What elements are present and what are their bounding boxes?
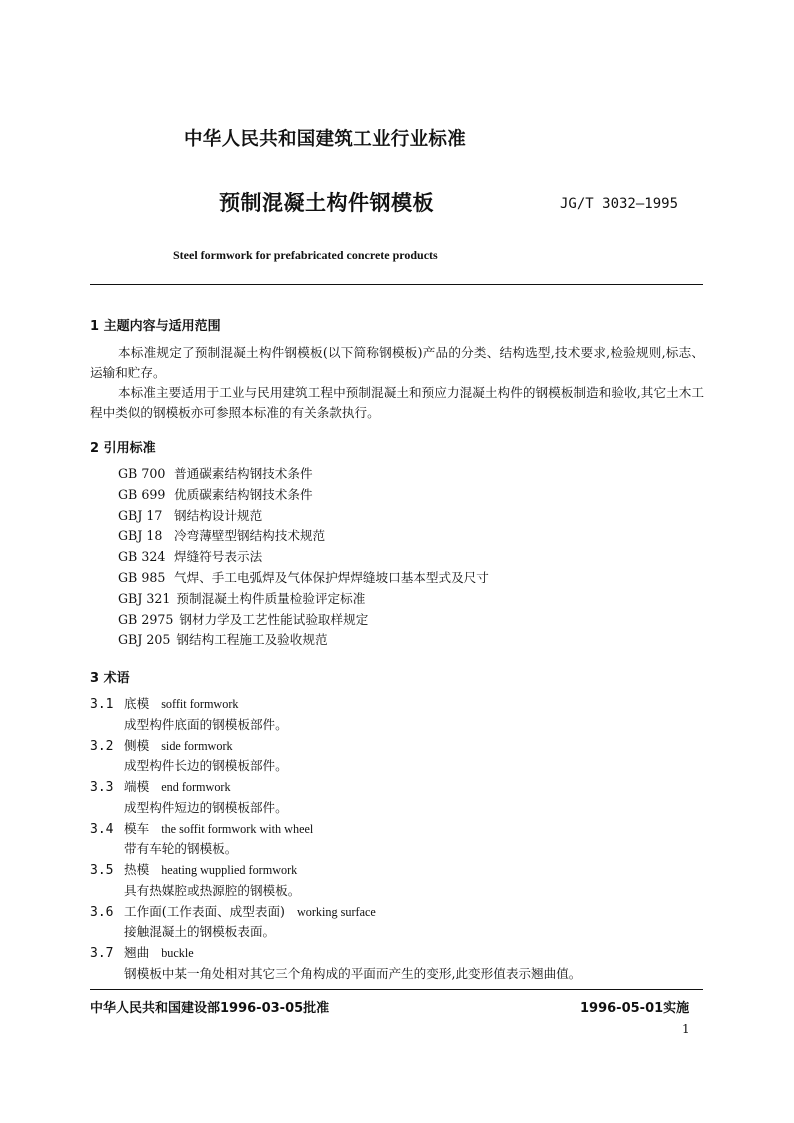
term-chinese: 底模 [124,696,150,711]
reference-code: GB 699 [118,486,166,502]
section1-heading: 1 主题内容与适用范围 [90,319,221,334]
reference-item [118,547,489,568]
term-chinese: 热模 [124,862,150,877]
footer-divider [90,989,703,990]
english-title: Steel formwork for prefabricated concrete products [173,248,438,262]
section1-paragraph: 本标准规定了预制混凝土构件钢模板(以下简称钢模板)产品的分类、结构选型,技术要求,检验规则,标志、运输和贮存。 [90,345,704,380]
reference-item [118,630,489,651]
term-number: 3.6 [90,904,114,920]
standard-code: JG/T 3032—1995 [560,196,679,212]
term-definition: 接触混凝土的钢模板表面。 [124,924,276,939]
term-entry [90,694,581,736]
reference-title: 钢材力学及工艺性能试验取样规定 [179,611,369,627]
reference-code: GB 700 [118,466,166,481]
term-entry [90,819,581,861]
reference-code: GBJ 17 [118,507,163,523]
page-number: 1 [682,1022,690,1036]
reference-code: GBJ 205 [118,632,171,648]
reference-title: 预制混凝土构件质量检验评定标准 [176,590,366,606]
term-english: buckle [161,946,194,960]
reference-item [118,589,489,610]
reference-item [118,506,489,527]
reference-item [118,464,489,485]
term-chinese: 侧模 [124,737,150,753]
standard-category: 中华人民共和国建筑工业行业标准 [184,129,467,150]
term-definition: 带有车轮的钢模板。 [124,841,238,856]
reference-item [118,485,489,506]
term-number: 3.1 [90,697,114,712]
term-english: side formwork [161,738,233,753]
reference-title: 冷弯薄壁型钢结构技术规范 [174,528,326,544]
document-title: 预制混凝土构件钢模板 [219,191,434,215]
term-english: the soffit formwork with wheel [161,821,314,836]
reference-title: 焊缝符号表示法 [174,549,263,565]
term-number: 3.2 [90,738,114,754]
term-entry [90,943,581,985]
term-definition: 成型构件短边的钢模板部件。 [124,799,288,815]
reference-item [118,568,489,589]
reference-title: 钢结构工程施工及验收规范 [176,632,328,648]
effective-date: 1996-05-01实施 [580,1001,690,1016]
reference-code: GBJ 18 [118,528,163,544]
term-entry [90,860,581,902]
term-chinese: 工作面(工作表面、成型表面) [124,903,285,919]
term-number: 3.3 [90,780,114,795]
term-english: working surface [296,904,376,919]
term-chinese: 翘曲 [124,945,150,960]
term-definition: 成型构件底面的钢模板部件。 [124,716,288,732]
section3-heading: 3 术语 [90,671,130,686]
reference-code: GB 324 [118,549,166,565]
term-number: 3.5 [90,863,114,878]
section2-heading: 2 引用标准 [90,441,156,456]
term-english: end formwork [161,780,231,794]
header-divider [90,284,703,285]
reference-code: GB 985 [118,569,166,585]
term-number: 3.7 [90,946,114,961]
term-list [90,694,581,985]
term-chinese: 端模 [124,779,150,794]
section1-paragraph: 本标准主要适用于工业与民用建筑工程中预制混凝土和预应力混凝土构件的钢模板制造和验收,其它土木工程中类似的钢模板亦可参照本标准的有关条款执行。 [90,385,704,420]
reference-list [118,464,489,651]
reference-title: 普通碳素结构钢技术条件 [174,466,313,481]
term-english: heating wupplied formwork [161,863,298,877]
term-number: 3.4 [90,821,114,837]
term-entry [90,777,581,819]
reference-item [118,526,489,547]
term-entry [90,902,581,944]
term-chinese: 模车 [124,820,150,836]
term-definition: 具有热媒腔或热源腔的钢模板。 [124,882,301,898]
term-definition: 成型构件长边的钢模板部件。 [124,758,288,773]
reference-title: 钢结构设计规范 [174,507,263,523]
term-english: soffit formwork [161,697,239,711]
section1-body [90,343,704,423]
reference-item [118,610,489,631]
term-definition: 钢模板中某一角处相对其它三个角构成的平面而产生的变形,此变形值表示翘曲值。 [124,965,582,981]
reference-code: GB 2975 [118,611,174,627]
reference-title: 气焊、手工电弧焊及气体保护焊焊缝坡口基本型式及尺寸 [174,569,489,585]
approval-line: 中华人民共和国建设部1996-03-05批准 [90,1001,330,1016]
reference-code: GBJ 321 [118,590,171,606]
term-entry [90,736,581,778]
reference-title: 优质碳素结构钢技术条件 [174,486,313,502]
